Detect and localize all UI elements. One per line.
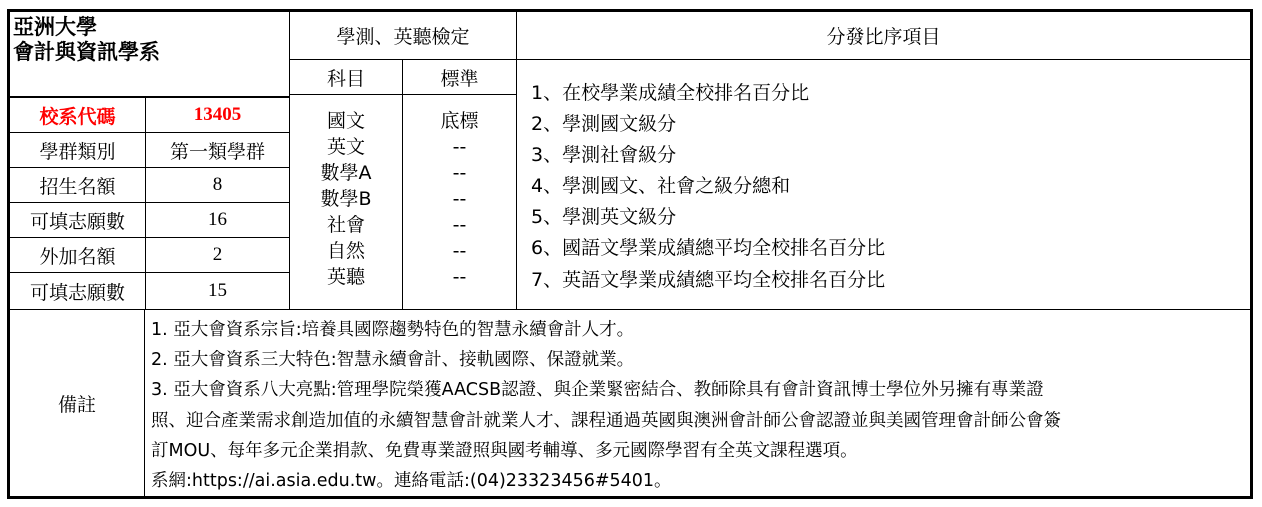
school-name: 亞洲大學	[13, 15, 97, 39]
admission-info-table	[7, 9, 1253, 499]
order-item: 1、在校學業成績全校排名百分比	[531, 82, 810, 104]
extra-quota-label: 外加名額	[39, 245, 116, 268]
school-code-value: 13405	[193, 104, 242, 125]
extra-choices-count-value: 15	[208, 280, 227, 301]
exam-group-header: 學測、英聽檢定	[336, 26, 470, 48]
standard-item: 底標	[440, 110, 479, 132]
enrollment-quota-value: 8	[212, 174, 223, 195]
remark-line: 3. 亞大會資系八大亮點:管理學院榮獲AACSB認證、與企業緊密結合、教師除具有會計資訊博士學位外另擁有專業證	[151, 380, 1044, 401]
standard-item: --	[452, 266, 467, 288]
subject-item: 自然	[326, 240, 365, 262]
subject-list	[290, 108, 402, 290]
grid-line	[517, 59, 1250, 60]
standard-list	[403, 108, 516, 290]
subject-item: 國文	[326, 110, 365, 132]
extra-choices-count-label: 可填志願數	[29, 281, 125, 304]
subject-item: 數學A	[320, 162, 372, 184]
standard-item: --	[452, 214, 467, 236]
remark-line: 2. 亞大會資系三大特色:智慧永續會計、接軌國際、保證就業。	[151, 350, 635, 371]
remarks-content	[151, 315, 1251, 496]
subject-item: 英文	[326, 136, 365, 158]
order-item: 7、英語文學業成績總平均全校排名百分比	[531, 268, 886, 291]
grid-line	[144, 309, 145, 496]
group-category-label: 學群類別	[39, 140, 116, 163]
subject-item: 英聽	[326, 266, 365, 288]
order-item: 3、學測社會級分	[531, 144, 677, 167]
remark-line: 系網:https://ai.asia.edu.tw。連絡電話:(04)23323456#5401。	[151, 470, 672, 491]
order-item: 4、學測國文、社會之級分總和	[531, 175, 791, 198]
standard-item: --	[452, 240, 467, 262]
group-category-value: 第一類學群	[169, 140, 265, 163]
grid-line	[290, 94, 517, 95]
department-name: 會計與資訊學系	[13, 40, 160, 64]
grid-line	[10, 309, 1250, 310]
standard-header: 標準	[440, 67, 479, 90]
standard-item: --	[452, 136, 467, 158]
order-item: 5、學測英文級分	[531, 206, 677, 229]
subject-header: 科目	[326, 67, 365, 90]
order-item: 6、國語文學業成績總平均全校排名百分比	[531, 237, 886, 260]
remark-line: 訂MOU、每年多元企業捐款、免費專業證照與國考輔導、多元國際學習有全英文課程選項。	[151, 440, 858, 461]
subject-item: 數學B	[320, 188, 372, 210]
standard-item: --	[452, 188, 467, 210]
choices-count-label: 可填志願數	[29, 210, 125, 233]
remarks-label: 備註	[57, 393, 96, 416]
order-items-header: 分發比序項目	[826, 26, 941, 48]
choices-count-value: 16	[208, 209, 227, 230]
school-title	[13, 15, 160, 65]
enrollment-quota-label: 招生名額	[39, 175, 116, 198]
remark-line: 照、迎合產業需求創造加值的永續智慧會計就業人才、課程通過英國與澳洲會計師公會認證並與美國管理會計師公會簽	[151, 410, 1061, 431]
order-item: 2、學測國文級分	[531, 113, 677, 136]
order-items-list	[531, 78, 885, 296]
standard-item: --	[452, 162, 467, 184]
subject-item: 社會	[326, 214, 365, 236]
school-code-label: 校系代碼	[39, 105, 116, 128]
remark-line: 1. 亞大會資系宗旨:培養具國際趨勢特色的智慧永續會計人才。	[151, 320, 635, 340]
extra-quota-value: 2	[212, 244, 223, 265]
